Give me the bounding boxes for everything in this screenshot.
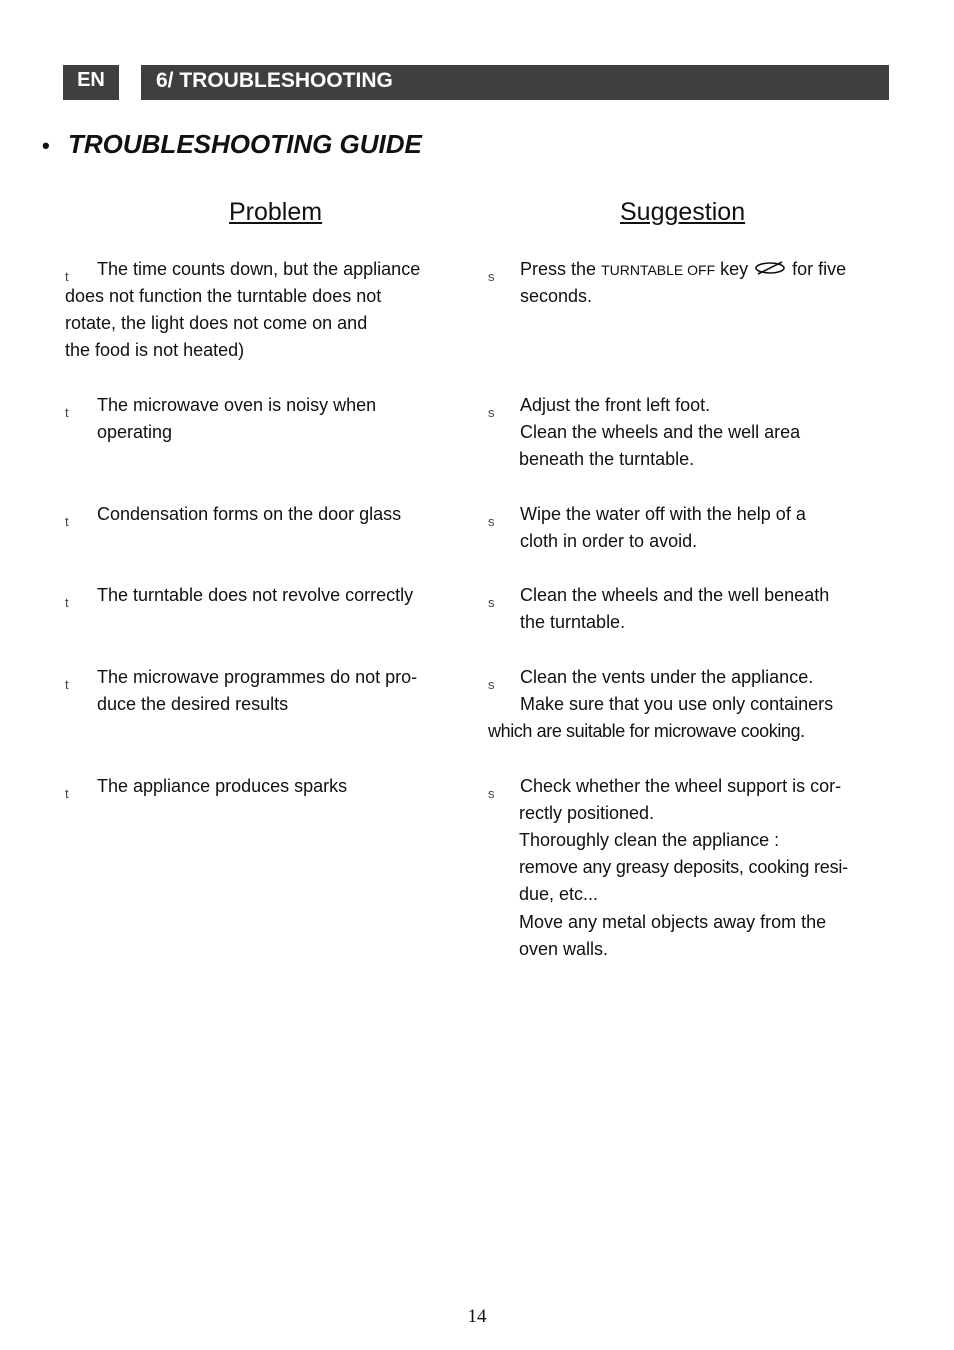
bullet-icon: • xyxy=(42,133,50,158)
problem-bullet: t xyxy=(65,514,69,529)
suggestion-text: Clean the wheels and the well beneath xyxy=(520,585,830,605)
problem-bullet: t xyxy=(65,269,69,284)
problem-text: operating xyxy=(97,422,173,442)
page-number: 14 xyxy=(467,1306,487,1327)
suggestion-text: Move any metal objects away from the xyxy=(519,912,827,932)
page-title xyxy=(42,126,422,164)
problem-bullet: t xyxy=(65,405,69,420)
suggestion-text: seconds. xyxy=(520,286,593,306)
problem-text: The appliance produces sparks xyxy=(97,776,348,796)
suggestion-bullet: s xyxy=(488,595,495,610)
suggestion-text: Wipe the water off with the help of a xyxy=(520,504,806,524)
problem-text: Condensation forms on the door glass xyxy=(97,504,402,524)
suggestion-text: beneath the turntable. xyxy=(519,449,695,469)
page-title-text: TROUBLESHOOTING GUIDE xyxy=(68,129,422,159)
suggestion-text: oven walls. xyxy=(519,939,609,959)
suggestion-text: the turntable. xyxy=(520,612,626,632)
suggestion-text xyxy=(520,256,846,284)
turntable-off-key-label: TURNTABLE OFF xyxy=(601,262,716,278)
suggestion-bullet: s xyxy=(488,514,495,529)
suggestion-text: cloth in order to avoid. xyxy=(520,531,698,551)
suggestion-text: Clean the vents under the appliance. xyxy=(520,667,814,687)
problem-text: The time counts down, but the appliance xyxy=(97,259,421,279)
suggestion-bullet: s xyxy=(488,405,495,420)
suggestion-text-part: for five xyxy=(792,259,847,279)
suggestion-text: due, etc... xyxy=(519,884,599,904)
problem-text: the food is not heated) xyxy=(65,340,245,360)
suggestion-text-part: key xyxy=(720,259,749,279)
suggestion-column-heading: Suggestion xyxy=(620,198,746,226)
suggestion-text: remove any greasy deposits, cooking resi- xyxy=(519,857,848,877)
section-header: 6/ TROUBLESHOOTING xyxy=(141,65,889,100)
problem-bullet: t xyxy=(65,595,69,610)
suggestion-text: Thoroughly clean the appliance : xyxy=(519,830,780,850)
suggestion-text: which are suitable for microwave cooking. xyxy=(488,721,805,741)
suggestion-bullet: s xyxy=(488,786,495,801)
problem-text: The microwave oven is noisy when xyxy=(97,395,377,415)
language-badge: EN xyxy=(63,65,119,100)
suggestion-text: Clean the wheels and the well area xyxy=(520,422,801,442)
suggestion-text-part: Press the xyxy=(520,259,597,279)
problem-bullet: t xyxy=(65,786,69,801)
suggestion-bullet: s xyxy=(488,677,495,692)
problem-text: The turntable does not revolve correctly xyxy=(97,585,414,605)
problem-column-heading: Problem xyxy=(229,198,323,226)
suggestion-bullet: s xyxy=(488,269,495,284)
problem-text: does not function the turntable does not xyxy=(65,286,382,306)
problem-text: duce the desired results xyxy=(97,694,289,714)
suggestion-text: Check whether the wheel support is cor- xyxy=(520,776,842,796)
suggestion-text: Make sure that you use only containers xyxy=(520,694,834,714)
problem-bullet: t xyxy=(65,677,69,692)
suggestion-text: rectly positioned. xyxy=(519,803,655,823)
turntable-off-icon xyxy=(754,257,786,284)
problem-text: The microwave programmes do not pro- xyxy=(97,667,418,687)
problem-text: rotate, the light does not come on and xyxy=(65,313,368,333)
suggestion-text: Adjust the front left foot. xyxy=(520,395,711,415)
